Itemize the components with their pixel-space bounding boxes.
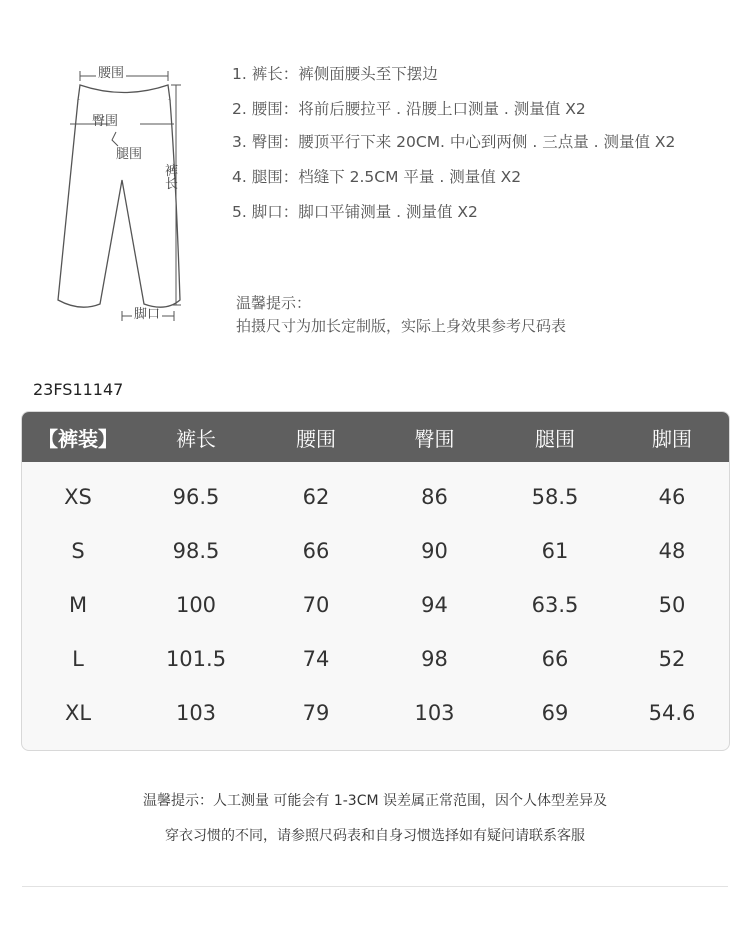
table-cell: 52 — [658, 647, 686, 671]
table-cell: 98 — [421, 647, 448, 671]
table-cell: M — [68, 593, 88, 617]
table-cell: 70 — [302, 593, 330, 617]
header-cell: 【裤装】 — [38, 426, 118, 451]
table-cell: 98.5 — [172, 539, 220, 563]
footer-note-line1: 温馨提示：人工测量 可能会有 1-3CM 误差属正常范围，因个人体型差异及 — [142, 793, 608, 809]
header-cell: 裤长 — [176, 426, 216, 451]
footer-note-line2: 穿衣习惯的不同，请参照尺码表和自身习惯选择如有疑问请联系客服 — [165, 828, 585, 844]
table-cell: XL — [64, 701, 92, 725]
table-cell: 54.6 — [648, 701, 696, 725]
table-cell: 63.5 — [531, 593, 579, 617]
header-cell: 脚围 — [652, 426, 692, 451]
note-item: 1. 裤长：裤侧面腰头至下摆边 — [232, 65, 438, 83]
pants-outline-icon — [40, 60, 200, 330]
table-cell: 61 — [541, 539, 569, 563]
length-label: 裤长 — [165, 164, 179, 192]
note-item: 5. 脚口：脚口平铺测量 . 测量值 X2 — [232, 203, 478, 221]
table-cell: XS — [64, 485, 92, 509]
table-cell: 103 — [175, 701, 217, 725]
tips-title: 温馨提示： — [236, 294, 312, 312]
table-cell: 100 — [175, 593, 217, 617]
waist-label: 腰围 — [98, 66, 125, 81]
table-cell: 90 — [421, 539, 448, 563]
table-cell: 96.5 — [172, 485, 220, 509]
table-cell: 79 — [302, 701, 330, 725]
thigh-label: 腿围 — [116, 147, 143, 162]
table-row — [22, 524, 729, 578]
header-cell: 腿围 — [535, 426, 575, 451]
table-cell: 46 — [658, 485, 686, 509]
tips — [236, 292, 566, 338]
table-cell: 62 — [302, 485, 330, 509]
header-cell: 臀围 — [414, 426, 455, 451]
divider — [22, 886, 728, 887]
table-row — [22, 470, 729, 524]
table-cell: 103 — [414, 701, 455, 725]
table-body — [22, 462, 729, 740]
note-item: 2. 腰围：将前后腰拉平 . 沿腰上口测量 . 测量值 X2 — [232, 100, 586, 118]
measurement-notes — [232, 62, 675, 224]
size-table — [21, 411, 730, 751]
table-row — [22, 578, 729, 632]
table-cell: 58.5 — [531, 485, 579, 509]
tips-text: 拍摄尺寸为加长定制版，实际上身效果参考尺码表 — [236, 317, 567, 335]
table-cell: S — [71, 539, 85, 563]
hem-label: 脚口 — [134, 307, 161, 322]
pants-diagram — [40, 60, 200, 330]
table-cell: L — [72, 647, 84, 671]
note-item: 3. 臀围：腰顶平行下来 20CM. 中心到两侧 . 三点量 . 测量值 X2 — [232, 133, 676, 151]
hip-label: 臀围 — [92, 114, 119, 129]
table-cell: 66 — [302, 539, 330, 563]
table-cell: 86 — [421, 485, 448, 509]
product-code: 23FS11147 — [33, 380, 124, 399]
table-cell: 48 — [658, 539, 686, 563]
note-item: 4. 腿围：档缝下 2.5CM 平量 . 测量值 X2 — [232, 168, 522, 186]
table-cell: 66 — [541, 647, 569, 671]
table-cell: 74 — [302, 647, 330, 671]
table-cell: 50 — [658, 593, 686, 617]
table-row — [22, 632, 729, 686]
table-cell: 69 — [541, 701, 569, 725]
table-cell: 94 — [421, 593, 448, 617]
table-cell: 101.5 — [165, 647, 227, 671]
table-row — [22, 686, 729, 740]
header-cell: 腰围 — [296, 426, 336, 451]
table-header — [22, 412, 729, 462]
